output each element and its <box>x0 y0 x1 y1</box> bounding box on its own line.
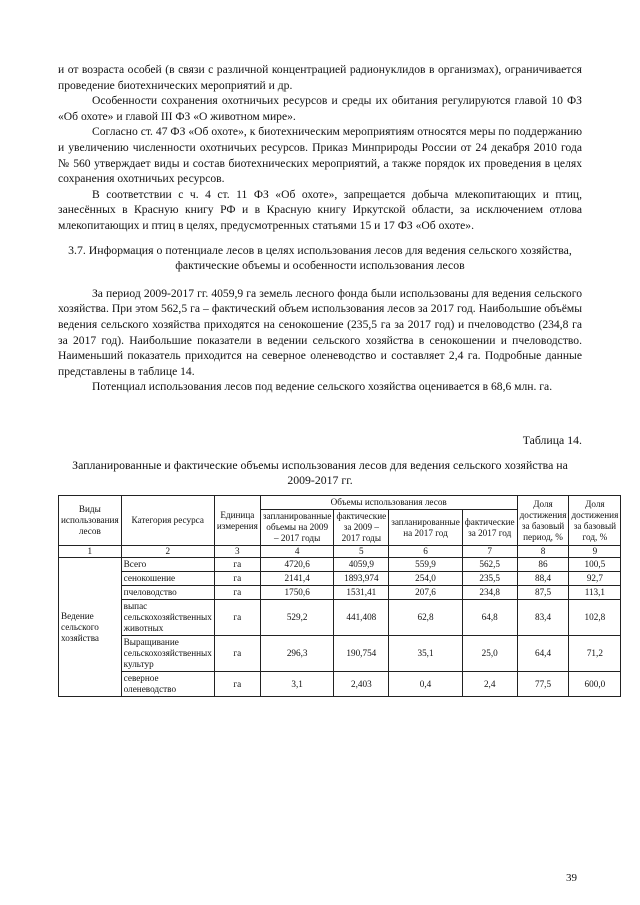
index-cell: 6 <box>389 546 463 558</box>
actual-2017-cell: 235,5 <box>462 572 517 586</box>
header-actual-2017: фактические за 2017 год <box>462 510 517 546</box>
table-row <box>59 572 621 586</box>
page-number: 39 <box>566 872 577 884</box>
table-label: Таблица 14. <box>522 432 582 447</box>
share-year-cell: 600,0 <box>569 672 621 697</box>
paragraph-biotechnical: Согласно ст. 47 ФЗ «Об охоте», к биотехническим мероприятиям относятся меры по поддержанию и увеличению численности охотничьих ресурсов. Приказ Минприроды России от 24 декабря 2010 года № 560 утверждает виды и состав биотехнических мероприятий, а также порядок их проведения в целях сохранения охотничьих ресурсов. <box>58 125 582 186</box>
unit-cell: га <box>214 586 260 600</box>
planned-period-cell: 2141,4 <box>260 572 334 586</box>
actual-period-cell: 190,754 <box>334 636 389 672</box>
header-type: Виды использования лесов <box>59 496 122 546</box>
category-cell: северное оленеводство <box>121 672 214 697</box>
actual-2017-cell: 64,8 <box>462 600 517 636</box>
share-year-cell: 71,2 <box>569 636 621 672</box>
planned-period-cell: 3,1 <box>260 672 334 697</box>
category-cell: Всего <box>121 558 214 572</box>
planned-2017-cell: 62,8 <box>389 600 463 636</box>
index-cell: 2 <box>121 546 214 558</box>
actual-2017-cell: 25,0 <box>462 636 517 672</box>
table-row <box>59 586 621 600</box>
planned-period-cell: 529,2 <box>260 600 334 636</box>
header-actual-period: фактические за 2009 – 2017 годы <box>334 510 389 546</box>
share-year-cell: 102,8 <box>569 600 621 636</box>
header-unit: Единица измерения <box>214 496 260 546</box>
paragraph-conservation: Особенности сохранения охотничьих ресурсов и среды их обитания регулируются главой 10 ФЗ «Об охоте» и главой III ФЗ «О животном мире». <box>58 94 582 123</box>
planned-2017-cell: 559,9 <box>389 558 463 572</box>
header-volumes-group: Объемы использования лесов <box>260 496 517 510</box>
actual-period-cell: 441,408 <box>334 600 389 636</box>
paragraph-continuation: и от возраста особей (в связи с различной концентрацией радионуклидов в организмах), ограничивается проведение биотехнических мероприятий и др. <box>58 63 582 92</box>
group-label-cell: Ведение сельского хозяйства <box>59 558 122 697</box>
header-share-base: Доля достижения за базовый период, % <box>517 496 569 546</box>
table-row <box>59 600 621 636</box>
share-base-cell: 64,4 <box>517 636 569 672</box>
header-category: Категория ресурса <box>121 496 214 546</box>
category-cell: выпас сельскохозяйственных животных <box>121 600 214 636</box>
category-cell: пчеловодство <box>121 586 214 600</box>
agriculture-usage-table <box>58 495 621 697</box>
planned-period-cell: 296,3 <box>260 636 334 672</box>
actual-2017-cell: 2,4 <box>462 672 517 697</box>
index-cell: 5 <box>334 546 389 558</box>
unit-cell: га <box>214 600 260 636</box>
share-base-cell: 77,5 <box>517 672 569 697</box>
share-year-cell: 113,1 <box>569 586 621 600</box>
actual-period-cell: 2,403 <box>334 672 389 697</box>
index-cell: 1 <box>59 546 122 558</box>
actual-2017-cell: 562,5 <box>462 558 517 572</box>
share-base-cell: 88,4 <box>517 572 569 586</box>
table-row <box>59 672 621 697</box>
index-cell: 4 <box>260 546 334 558</box>
header-planned-2017: запланированные на 2017 год <box>389 510 463 546</box>
share-year-cell: 100,5 <box>569 558 621 572</box>
actual-2017-cell: 234,8 <box>462 586 517 600</box>
index-cell: 8 <box>517 546 569 558</box>
unit-cell: га <box>214 636 260 672</box>
planned-period-cell: 4720,6 <box>260 558 334 572</box>
unit-cell: га <box>214 672 260 697</box>
category-cell: сенокошение <box>121 572 214 586</box>
table-row <box>59 636 621 672</box>
table-header-row <box>59 496 621 510</box>
header-planned-period: запланированные объемы на 2009 – 2017 годы <box>260 510 334 546</box>
share-base-cell: 87,5 <box>517 586 569 600</box>
document-page <box>58 62 619 697</box>
category-cell: Выращивание сельскохозяйственных культур <box>121 636 214 672</box>
actual-period-cell: 1893,974 <box>334 572 389 586</box>
actual-period-cell: 1531,41 <box>334 586 389 600</box>
actual-period-cell: 4059,9 <box>334 558 389 572</box>
unit-cell: га <box>214 558 260 572</box>
index-cell: 9 <box>569 546 621 558</box>
paragraph-agriculture-usage: За период 2009-2017 гг. 4059,9 га земель лесного фонда были использованы для ведения сельского хозяйства. При этом 562,5 га – фактический объем использования лесов за 2017 год. Наибольшие объёмы ведения сельского хозяйства приходятся на сенокошение (235,5 га за 2017 год) и пчеловодство (234,8 га за 2017 год). Наибольшие показатели в ведении сельского хозяйства в сенокошении и пчеловодство. Наименьший показатель приходится на северное оленеводство и составляет 2,4 га. Подробные данные представлены в таблице 14. <box>58 286 582 378</box>
share-base-cell: 83,4 <box>517 600 569 636</box>
planned-2017-cell: 0,4 <box>389 672 463 697</box>
index-cell: 7 <box>462 546 517 558</box>
table-index-row <box>59 546 621 558</box>
share-year-cell: 92,7 <box>569 572 621 586</box>
planned-2017-cell: 254,0 <box>389 572 463 586</box>
paragraph-potential: Потенциал использования лесов под ведение сельского хозяйства оценивается в 68,6 млн. га. <box>92 380 553 394</box>
planned-2017-cell: 207,6 <box>389 586 463 600</box>
table-title: Запланированные и фактические объемы использования лесов для ведения сельского хозяйства на 2009-2017 гг. <box>72 457 568 488</box>
planned-period-cell: 1750,6 <box>260 586 334 600</box>
planned-2017-cell: 35,1 <box>389 636 463 672</box>
unit-cell: га <box>214 572 260 586</box>
share-base-cell: 86 <box>517 558 569 572</box>
section-heading: 3.7. Информация о потенциале лесов в целях использования лесов для ведения сельского хозяйства, фактические объемы и особенности использования лесов <box>68 242 572 273</box>
table-row <box>59 558 621 572</box>
paragraph-red-book: В соответствии с ч. 4 ст. 11 ФЗ «Об охоте», запрещается добыча млекопитающих и птиц, занесённых в Красную книгу РФ и в Красную книгу Иркутской области, за исключением отлова млекопитающих и птиц в целях, предусмотренных статьями 15 и 17 ФЗ «Об охоте». <box>58 187 582 232</box>
header-share-year: Доля достижения за базовый год, % <box>569 496 621 546</box>
index-cell: 3 <box>214 546 260 558</box>
